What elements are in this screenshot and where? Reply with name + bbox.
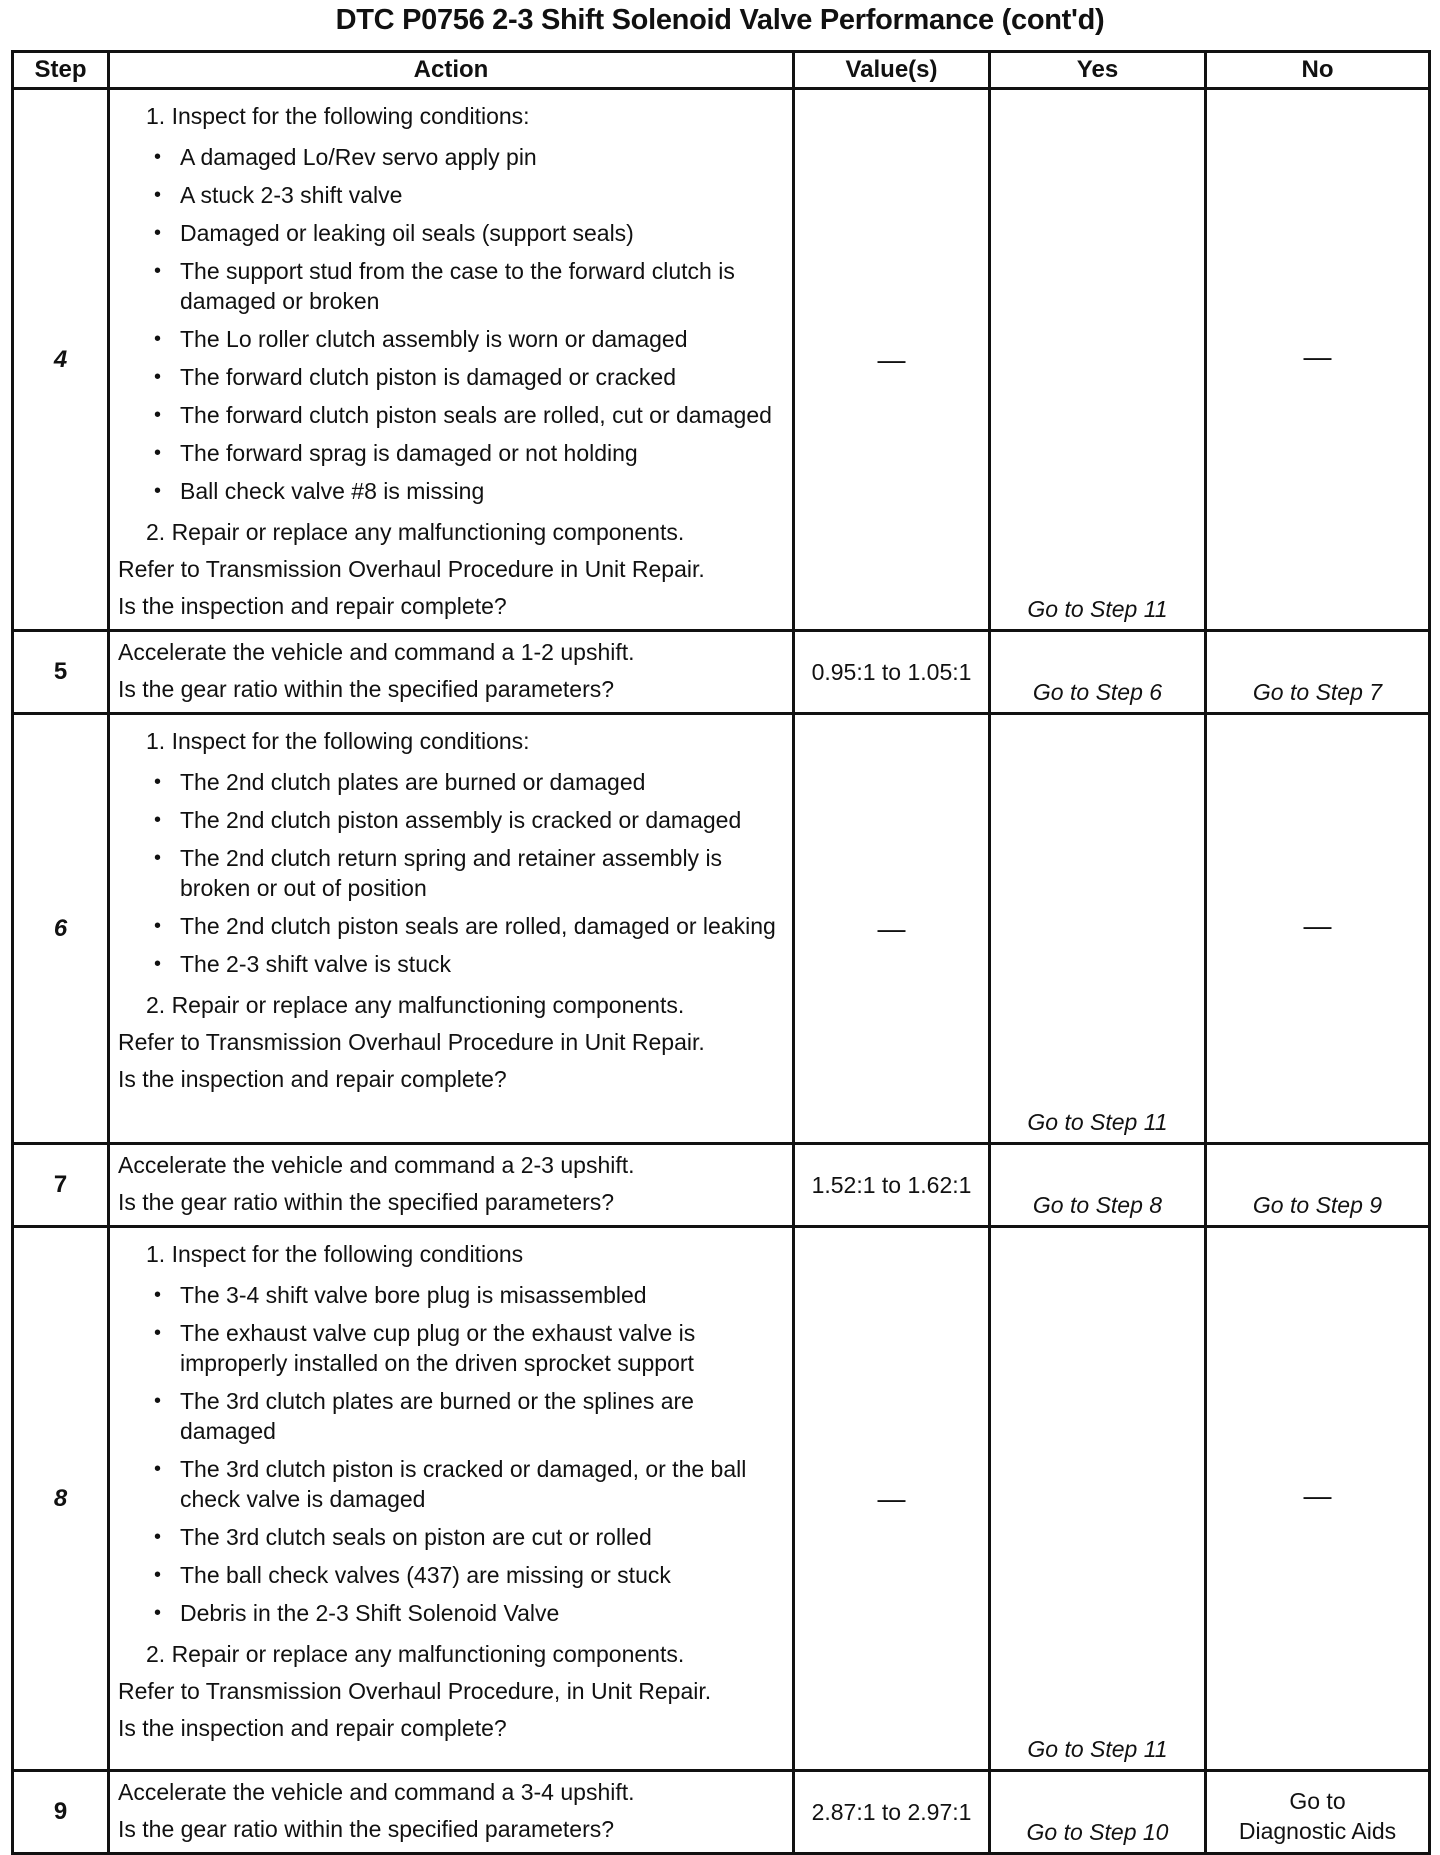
inspect-instruction: 1. Inspect for the following conditions: [146, 103, 530, 129]
refer-instruction: Refer to Transmission Overhaul Procedure, in Unit Repair. [118, 1678, 712, 1704]
yes-cell: Go to Step 6 [990, 631, 1206, 714]
condition-item: • The ball check valves (437) are missing or stuck [180, 1560, 784, 1590]
no-dash: — [1303, 909, 1332, 941]
action-cell [109, 89, 794, 631]
no-dash: — [1303, 1479, 1332, 1511]
value-cell: 1.52:1 to 1.62:1 [794, 1144, 990, 1227]
value-dash: — [877, 912, 906, 944]
yes-cell: Go to Step 11 [990, 89, 1206, 631]
step-number: 8 [13, 1227, 109, 1771]
value-cell [794, 89, 990, 631]
condition-item: • The 2nd clutch piston assembly is cracked or damaged [180, 805, 784, 835]
page-title: DTC P0756 2-3 Shift Solenoid Valve Performance (cont'd) [335, 4, 1105, 36]
condition-list [118, 142, 784, 506]
header-step: Step [13, 52, 109, 89]
condition-item: • The 2-3 shift valve is stuck [180, 949, 784, 979]
no-dash: — [1303, 340, 1332, 372]
step-number: 6 [13, 714, 109, 1144]
condition-item: • A stuck 2-3 shift valve [180, 180, 784, 210]
question-text: Is the gear ratio within the specified parameters? [118, 1189, 615, 1215]
action-line: Accelerate the vehicle and command a 3-4 upshift. [118, 1779, 635, 1805]
diagnostic-table [11, 50, 1431, 1855]
value-dash: — [877, 343, 906, 375]
table-row-step-5 [13, 631, 1430, 714]
condition-item: • The 2nd clutch plates are burned or damaged [180, 767, 784, 797]
value-cell [794, 714, 990, 1144]
header-no: No [1206, 52, 1430, 89]
question-text: Is the inspection and repair complete? [118, 1715, 507, 1741]
table-row-step-4 [13, 89, 1430, 631]
condition-item: • The forward sprag is damaged or not holding [180, 438, 784, 468]
action-line: Accelerate the vehicle and command a 1-2 upshift. [118, 639, 635, 665]
inspect-instruction: 1. Inspect for the following conditions: [146, 728, 530, 754]
table-row-step-8 [13, 1227, 1430, 1771]
inspect-instruction: 1. Inspect for the following conditions [146, 1241, 524, 1267]
no-cell [1206, 89, 1430, 631]
header-action: Action [109, 52, 794, 89]
value-dash: — [877, 1482, 906, 1514]
condition-item: • The 2nd clutch piston seals are rolled, damaged or leaking [180, 911, 784, 941]
no-cell [1206, 714, 1430, 1144]
condition-item: • The forward clutch piston seals are rolled, cut or damaged [180, 400, 784, 430]
table-header-row [13, 52, 1430, 89]
condition-list [118, 1280, 784, 1628]
repair-instruction: 2. Repair or replace any malfunctioning components. [146, 1641, 685, 1667]
table-row-step-9 [13, 1771, 1430, 1854]
header-yes: Yes [990, 52, 1206, 89]
no-cell: Go to Step 7 [1206, 631, 1430, 714]
question-text: Is the inspection and repair complete? [118, 593, 507, 619]
no-cell [1206, 1227, 1430, 1771]
condition-item: • Ball check valve #8 is missing [180, 476, 784, 506]
condition-item: • The 3rd clutch piston is cracked or damaged, or the ball check valve is damaged [180, 1454, 784, 1514]
action-cell [109, 1227, 794, 1771]
condition-item: • The 2nd clutch return spring and retainer assembly is broken or out of position [180, 843, 784, 903]
yes-cell: Go to Step 11 [990, 1227, 1206, 1771]
table-row-step-6 [13, 714, 1430, 1144]
question-text: Is the gear ratio within the specified parameters? [118, 676, 615, 702]
condition-item: • The support stud from the case to the forward clutch is damaged or broken [180, 256, 784, 316]
condition-item: • The Lo roller clutch assembly is worn or damaged [180, 324, 784, 354]
condition-item: • The forward clutch piston is damaged or cracked [180, 362, 784, 392]
condition-item: • Damaged or leaking oil seals (support seals) [180, 218, 784, 248]
step-number: 9 [13, 1771, 109, 1854]
action-line: Accelerate the vehicle and command a 2-3 upshift. [118, 1152, 635, 1178]
step-number: 7 [13, 1144, 109, 1227]
yes-cell: Go to Step 11 [990, 714, 1206, 1144]
value-cell: 0.95:1 to 1.05:1 [794, 631, 990, 714]
repair-instruction: 2. Repair or replace any malfunctioning components. [146, 519, 685, 545]
condition-list [118, 767, 784, 979]
question-text: Is the gear ratio within the specified parameters? [118, 1816, 615, 1842]
condition-item: • The 3rd clutch plates are burned or the splines are damaged [180, 1386, 784, 1446]
no-cell: Go to Step 9 [1206, 1144, 1430, 1227]
header-values: Value(s) [794, 52, 990, 89]
no-cell [1206, 1771, 1430, 1854]
step-number: 5 [13, 631, 109, 714]
table-row-step-7 [13, 1144, 1430, 1227]
no-line: Go to [1289, 1788, 1346, 1814]
question-text: Is the inspection and repair complete? [118, 1066, 507, 1092]
condition-item: • A damaged Lo/Rev servo apply pin [180, 142, 784, 172]
condition-item: • The exhaust valve cup plug or the exhaust valve is improperly installed on the driven sprocket support [180, 1318, 784, 1378]
refer-instruction: Refer to Transmission Overhaul Procedure in Unit Repair. [118, 1029, 705, 1055]
action-cell [109, 1144, 794, 1227]
step-number: 4 [13, 89, 109, 631]
yes-cell: Go to Step 8 [990, 1144, 1206, 1227]
refer-instruction: Refer to Transmission Overhaul Procedure in Unit Repair. [118, 556, 705, 582]
value-cell [794, 1227, 990, 1771]
action-cell [109, 714, 794, 1144]
no-line: Diagnostic Aids [1238, 1818, 1397, 1844]
repair-instruction: 2. Repair or replace any malfunctioning components. [146, 992, 685, 1018]
condition-item: • The 3-4 shift valve bore plug is misassembled [180, 1280, 784, 1310]
condition-item: • Debris in the 2-3 Shift Solenoid Valve [180, 1598, 784, 1628]
action-cell [109, 1771, 794, 1854]
action-cell [109, 631, 794, 714]
yes-cell: Go to Step 10 [990, 1771, 1206, 1854]
condition-item: • The 3rd clutch seals on piston are cut or rolled [180, 1522, 784, 1552]
value-cell: 2.87:1 to 2.97:1 [794, 1771, 990, 1854]
